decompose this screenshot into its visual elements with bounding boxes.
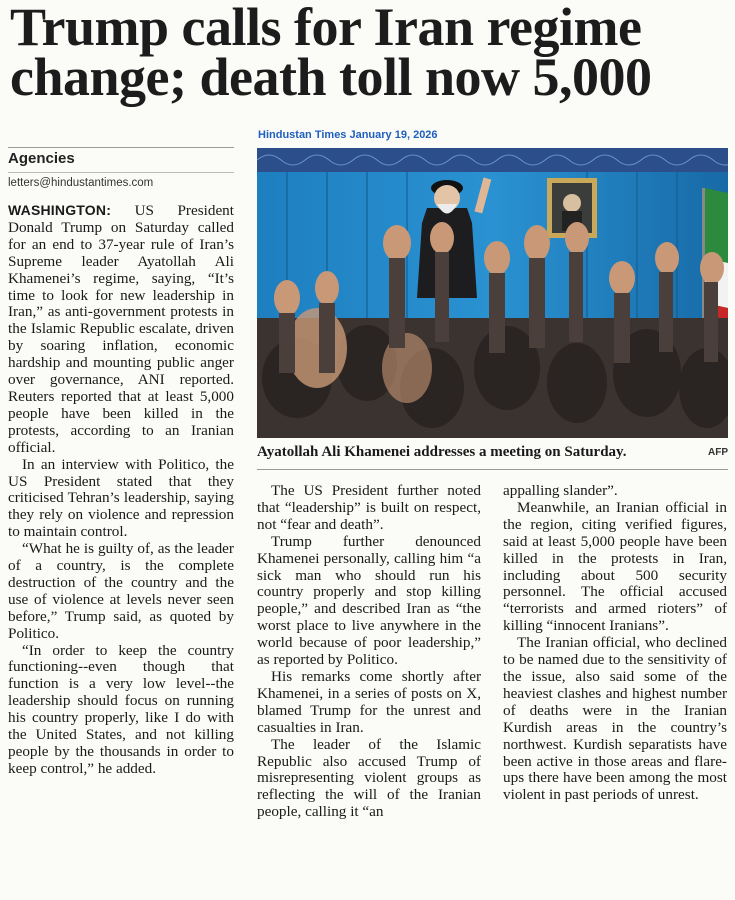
agency-byline: Agencies <box>8 150 75 167</box>
paragraph: appalling slander”. <box>503 482 618 499</box>
agency-rule <box>8 172 234 173</box>
column-3 <box>503 483 727 804</box>
paragraph: “In order to keep the country functioning--even though that function is a very low level--the leadership should focus on running his country properly, like I do with the United States, and not killing people by the thousands in order to keep control,” he added. <box>8 641 234 777</box>
headline: Trump calls for Iran regime change; death toll now 5,000 <box>10 0 652 107</box>
paragraph: His remarks come shortly after Khamenei, in a series of posts on X, blamed Trump for the unrest and casualties in Iran. <box>257 667 481 736</box>
column-1 <box>8 202 234 778</box>
byline-rule <box>8 147 234 148</box>
photo-credit: AFP <box>708 447 728 458</box>
news-photo <box>257 148 728 438</box>
paragraph: Meanwhile, an Iranian official in the region, citing verified figures, said at least 5,000 people have been killed in the protests in Iran, including about 500 security personnel. The official accused “terrorists and armed rioters” of killing “innocent Iranians”. <box>503 498 727 635</box>
caption-rule <box>257 469 728 470</box>
paragraph: “What he is guilty of, as the leader of a country, is the complete destruction of the country and the use of violence at levels never seen before,” Trump said, as quoted by Politico. <box>8 540 234 642</box>
column-2 <box>257 483 481 821</box>
photo-caption: Ayatollah Ali Khamenei addresses a meeting on Saturday. <box>257 444 627 460</box>
paragraph: The US President further noted that “leadership” is built on respect, not “fear and death”. <box>257 482 481 533</box>
paragraph: In an interview with Politico, the US President stated that they criticised Tehran’s leadership, saying they rely on violence and repression to maintain control. <box>8 455 234 541</box>
paragraph: The Iranian official, who declined to be named due to the sensitivity of the issue, also said some of the heaviest clashes and highest number of deaths were in the Iranian Kurdish areas in the country’s northwest. Kurdish separatists have been active in those areas and flare-ups there have been among the most violent in past periods of unrest. <box>503 634 727 804</box>
paragraph: The leader of the Islamic Republic also accused Trump of misrepresenting violent groups as reflecting the will of the Iranian people, calling it “an <box>257 735 481 821</box>
contact-email[interactable]: letters@hindustantimes.com <box>8 177 154 189</box>
dateline-location: WASHINGTON: <box>8 202 112 218</box>
paragraph: WASHINGTON: US President Donald Trump on Saturday called for an end to 37-year rule of Iran’s Supreme leader Ayatollah Ali Khamenei’s regime, saying, “It’s time to look for new leadership in Iran,” as anti-government protests in the Islamic Republic escalate, driven by soaring inflation, economic hardship and mounting public anger over governance, ANI reported. Reuters reported that at least 5,000 people have been killed in the protests, according to an Iranian official. <box>8 202 234 456</box>
photo-illustration <box>257 148 728 438</box>
dateline-tag: Hindustan Times January 19, 2026 <box>258 129 438 141</box>
paragraph: Trump further denounced Khamenei personally, calling him “a sick man who should run his country properly and stop killing people,” and described Iran as “the worst place to live anywhere in the world because of poor leadership,” as reported by Politico. <box>257 532 481 669</box>
